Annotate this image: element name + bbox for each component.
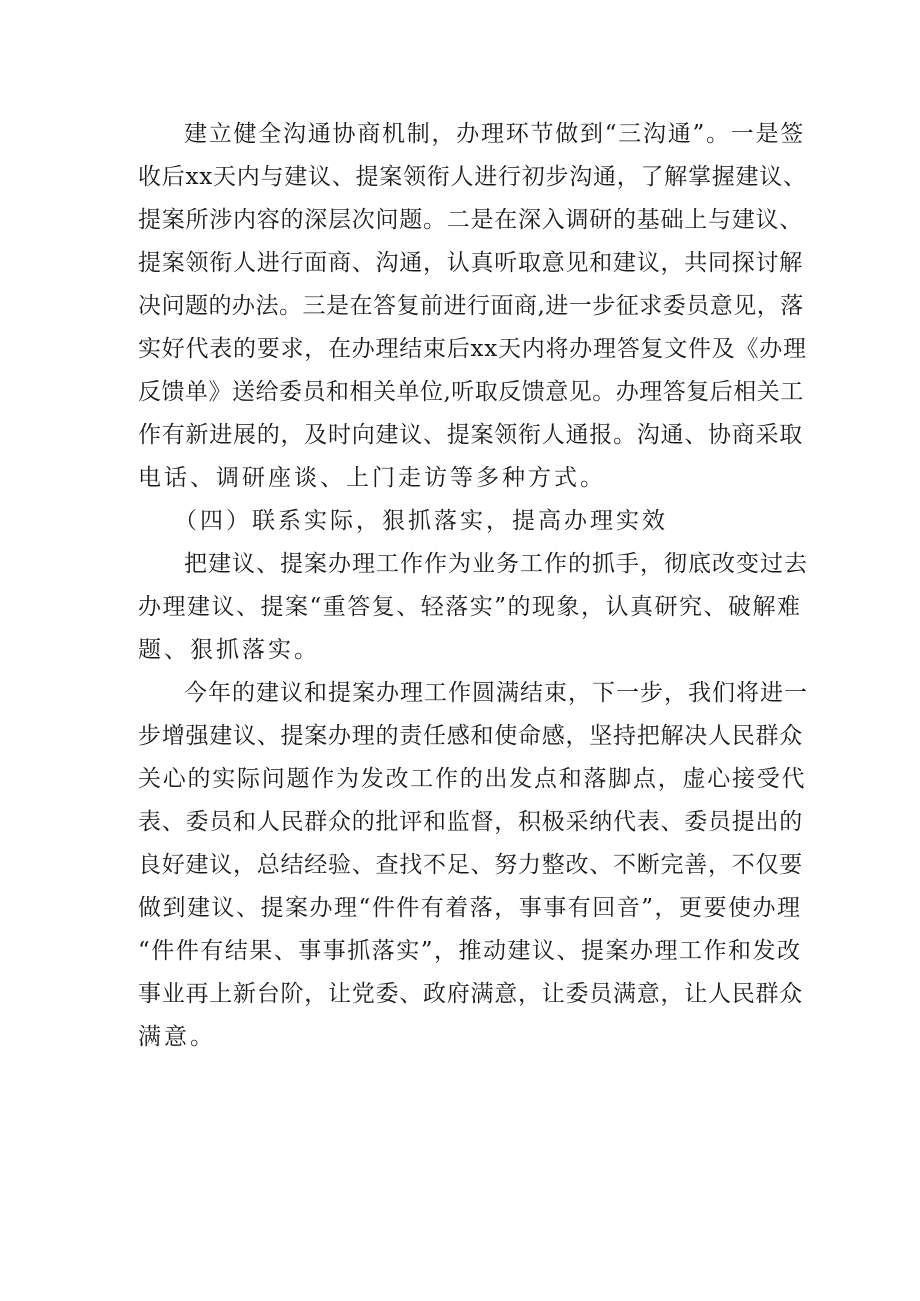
paragraph-1-line-8: 作有新进展的，及时向建议、提案领衔人通报。沟通、协商采取 [138, 422, 803, 448]
section-heading: （四）联系实际，狠抓落实，提高办理实效 [174, 508, 668, 534]
paragraph-2-line-2: 办理建议、提案“重答复、轻落实”的现象，认真研究、破解难 [138, 594, 802, 620]
paragraph-1-line-6: 实好代表的要求，在办理结束后xx天内将办理答复文件及《办理 [138, 336, 807, 362]
paragraph-1-line-5: 决问题的办法。三是在答复前进行面商,进一步征求委员意见，落 [138, 293, 804, 319]
paragraph-3-line-9: 满意。 [138, 1024, 216, 1050]
paragraph-1-line-7: 反馈单》送给委员和相关单位,听取反馈意见。办理答复后相关工 [138, 379, 804, 405]
paragraph-1-line-4: 提案领衔人进行面商、沟通，认真听取意见和建议，共同探讨解 [138, 250, 803, 276]
paragraph-3-line-3: 关心的实际问题作为发改工作的出发点和落脚点，虚心接受代 [138, 766, 807, 792]
paragraph-1-line-3: 提案所涉内容的深层次问题。二是在深入调研的基础上与建议、 [138, 207, 803, 233]
paragraph-1-line-1: 建立健全沟通协商机制，办理环节做到“三沟通”。一是签 [184, 121, 806, 147]
paragraph-3-line-7: “件件有结果、事事抓落实”，推动建议、提案办理工作和发改 [138, 938, 802, 964]
paragraph-2-line-1: 把建议、提案办理工作作为业务工作的抓手，彻底改变过去 [184, 551, 808, 577]
paragraph-3-line-8: 事业再上新台阶，让党委、政府满意，让委员满意，让人民群众 [138, 981, 803, 1007]
paragraph-3-line-5: 良好建议，总结经验、查找不足、努力整改、不断完善，不仅要 [138, 852, 803, 878]
paragraph-1-line-9: 电话、调研座谈、上门走访等多种方式。 [138, 465, 606, 491]
paragraph-2-line-3: 题、狠抓落实。 [138, 637, 320, 663]
paragraph-3-line-1: 今年的建议和提案办理工作圆满结束，下一步，我们将进一 [184, 680, 808, 706]
paragraph-3-line-6: 做到建议、提案办理“件件有着落，事事有回音”，更要使办理 [138, 895, 802, 921]
paragraph-1-line-2: 收后xx天内与建议、提案领衔人进行初步沟通，了解掌握建议、 [138, 164, 807, 190]
paragraph-3-line-2: 步增强建议、提案办理的责任感和使命感，坚持把解决人民群众 [138, 723, 803, 749]
paragraph-3-line-4: 表、委员和人民群众的批评和监督，积极采纳代表、委员提出的 [138, 809, 803, 835]
